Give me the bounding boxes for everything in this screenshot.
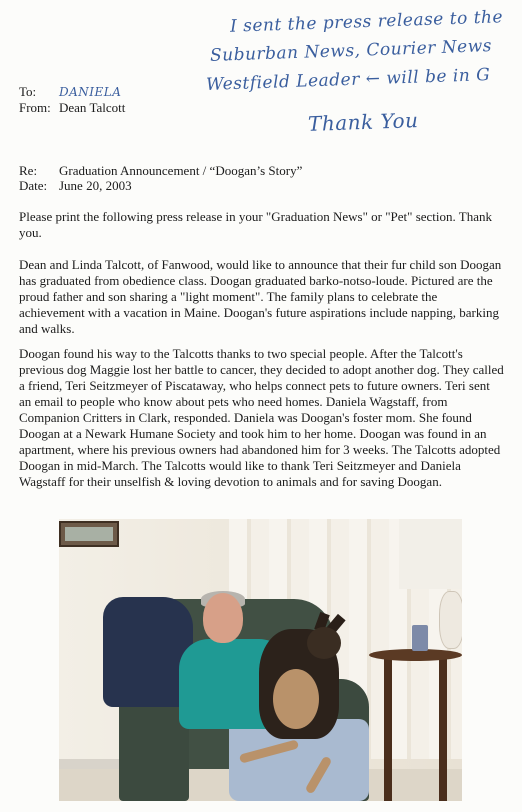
- photo-dog-belly: [273, 669, 319, 729]
- announcement-paragraph: Dean and Linda Talcott, of Fanwood, would like to announce that their fur child son Doogan has graduated from obedience class. Doogan graduated barko-notso-loude. Pictured are the proud father and son sharing a "light moment". The family plans to celebrate the achievement with a vacation in Maine. Doogan's future aspirations include napping, barking and walks.: [19, 257, 502, 336]
- to-handwritten-name: DANIELA: [59, 85, 122, 99]
- handwritten-thank-you: Thank You: [307, 108, 419, 136]
- handwritten-note-line-3: Westfield Leader ← will be in G: [205, 65, 491, 95]
- to-label: To:: [19, 84, 37, 99]
- date-value: June 20, 2003: [59, 178, 132, 193]
- photo-wall-picture: [59, 521, 119, 547]
- photo-table-leg: [384, 659, 392, 801]
- story-paragraph: Doogan found his way to the Talcotts thanks to two special people. After the Talcott's previous dog Maggie lost her battle to cancer, they decided to adopt another dog. They called a friend, Teri Seitzmeyer of Piscataway, who helps connect pets to future owners. Teri sent an email to people who know about pets who need homes. Daniela Wagstaff, from Companion Critters in Clark, responded. Daniela was Doogan's foster mom. She found Doogan at a Newark Humane Society and took him to her home. Doogan was found in an apartment, where his previous owners had abandoned him for 3 weeks. The Talcotts adopted Doogan in mid-March. The Talcotts would like to thank Teri Seitzmeyer and Daniela Wagstaff for their unselfish & loving devotion to animals and for saving Doogan.: [19, 346, 504, 489]
- re-label: Re:: [19, 163, 38, 178]
- photo-table-leg: [439, 659, 447, 801]
- from-value: Dean Talcott: [59, 100, 126, 115]
- memo-from-row: [19, 100, 125, 116]
- handwritten-note-line-1: I sent the press release to the: [229, 7, 504, 37]
- date-label: Date:: [19, 178, 48, 193]
- photo-lamp-base: [439, 591, 462, 649]
- photo-lamp-shade: [399, 519, 462, 589]
- intro-paragraph: Please print the following press release in your "Graduation News" or "Pet" section. Thank you.: [19, 209, 492, 240]
- memo-re-row: [19, 163, 302, 179]
- from-label: From:: [19, 100, 51, 115]
- photo-dog-head: [307, 627, 341, 659]
- memo-to-row: [19, 84, 121, 100]
- memo-date-row: [19, 178, 132, 194]
- photo-man-head: [203, 593, 243, 643]
- photo-man-with-dog: [59, 519, 462, 801]
- handwritten-note-line-2: Suburban News, Courier News: [209, 36, 493, 66]
- photo-glass: [412, 625, 428, 651]
- re-value: Graduation Announcement / “Doogan’s Story”: [59, 163, 303, 178]
